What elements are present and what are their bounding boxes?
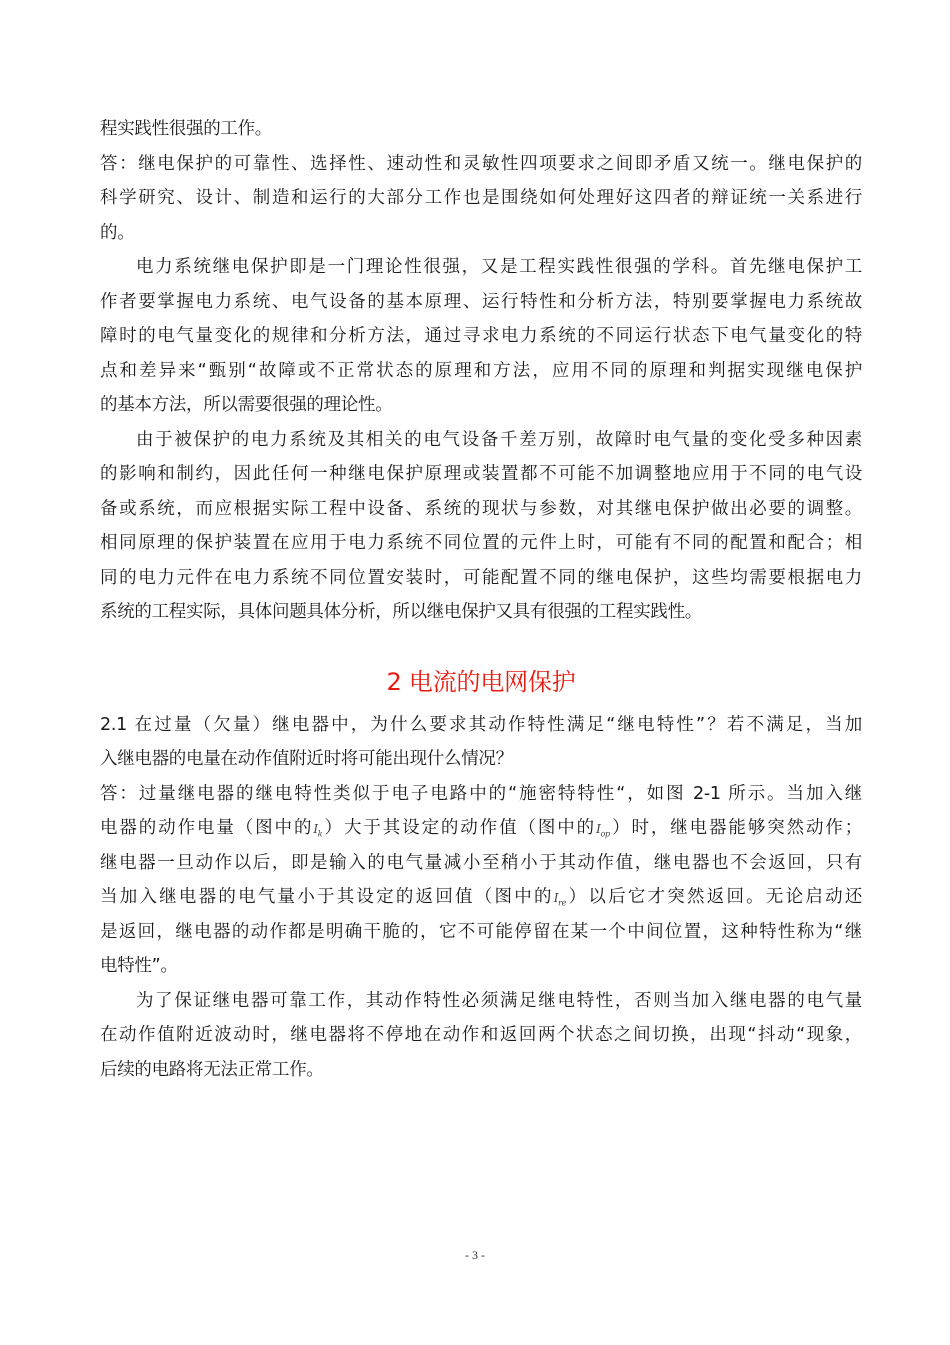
text-run: 电器的动作电量（图中的 xyxy=(100,818,314,838)
text-line: 相同原理的保护装置在应用于电力系统不同位置的元件上时，可能有不同的配置和配合；相 xyxy=(100,533,862,553)
text-line: 科学研究、设计、制造和运行的大部分工作也是围绕如何处理好这四者的辩证统一关系进行 xyxy=(100,188,862,208)
text-line: 后续的电路将无法正常工作。 xyxy=(100,1059,324,1080)
text-line: 程实践性很强的工作。 xyxy=(100,119,272,139)
math-variable-ire: $I_{re}$ xyxy=(553,891,567,908)
text-line: 点和差异来“甄别“故障或不正常状态的原理和方法，应用不同的原理和判据实现继电保护 xyxy=(100,360,862,381)
text-line: 电力系统继电保护即是一门理论性很强，又是工程实践性很强的学科。首先继电保护工 xyxy=(136,257,862,277)
text-line xyxy=(100,880,862,915)
text-line: 同的电力元件在电力系统不同位置安装时，可能配置不同的继电保护，这些均需要根据电力 xyxy=(100,567,862,588)
math-variable-ik: $I_k$ xyxy=(313,822,323,839)
text-line: 电特性”。 xyxy=(100,956,178,976)
answer-paragraph xyxy=(100,777,862,984)
text-run: ）时，继电器能够突然动作； xyxy=(609,818,862,838)
text-line: 备或系统，而应根据实际工程中设备、系统的现状与参数，对其继电保护做出必要的调整。 xyxy=(100,498,862,519)
answer-paragraph xyxy=(100,147,862,251)
text-line: 由于被保护的电力系统及其相关的电气设备千差万别，故障时电气量的变化受多种因素 xyxy=(136,429,862,450)
text-line: 在动作值附近波动时，继电器将不停地在动作和返回两个状态之间切换，出现“抖动“现象， xyxy=(100,1025,862,1045)
text-run: 当加入继电器的电气量小于其设定的返回值（图中的 xyxy=(100,887,554,907)
text-line: 的影响和制约，因此任何一种继电保护原理或装置都不可能不加调整地应用于不同的电气设 xyxy=(100,464,862,484)
text-line xyxy=(100,811,862,846)
text-line: 障时的电气量变化的规律和分析方法，通过寻求电力系统的不同运行状态下电气量变化的特 xyxy=(100,326,862,346)
text-line: 继电器一旦动作以后，即是输入的电气量减小至稍小于其动作值，继电器也不会返回，只有 xyxy=(100,852,862,873)
body-paragraph xyxy=(100,423,862,630)
body-paragraph xyxy=(100,984,862,1088)
text-line: 答：继电保护的可靠性、选择性、速动性和灵敏性四项要求之间即矛盾又统一。继电保护的 xyxy=(100,153,862,174)
body-paragraph xyxy=(100,250,862,423)
text-line: 入继电器的电量在动作值附近时将可能出现什么情况？ xyxy=(100,749,513,769)
text-line: 是返回，继电器的动作都是明确干脆的，它不可能停留在某一个中间位置，这种特性称为“继 xyxy=(100,921,862,942)
question-paragraph xyxy=(100,708,862,777)
text-line: 的。 xyxy=(100,222,135,243)
paragraph-continuation xyxy=(100,112,862,147)
text-line: 答：过量继电器的继电特性类似于电子电路中的“施密特特性“，如图 2-1 所示。当加入继 xyxy=(100,783,862,804)
document-body xyxy=(100,112,862,1087)
section-heading: 2 电流的电网保护 xyxy=(386,667,576,696)
text-line: 为了保证继电器可靠工作，其动作特性必须满足继电特性，否则当加入继电器的电气量 xyxy=(136,990,862,1011)
text-line: 的基本方法，所以需要很强的理论性。 xyxy=(100,395,393,415)
text-line: 作者要掌握电力系统、电气设备的基本原理、运行特性和分析方法，特别要掌握电力系统故 xyxy=(100,291,862,312)
text-run: ）大于其设定的动作值（图中的 xyxy=(322,818,597,838)
text-line: 系统的工程实际，具体问题具体分析，所以继电保护又具有很强的工程实践性。 xyxy=(100,602,702,622)
text-line: 2.1 在过量（欠量）继电器中，为什么要求其动作特性满足“继电特性”？若不满足，当加 xyxy=(100,714,862,735)
math-variable-iop: $I_{op}$ xyxy=(596,822,610,839)
text-run: ）以后它才突然返回。无论启动还 xyxy=(566,887,862,907)
page-number: - 3 - xyxy=(465,1248,485,1262)
